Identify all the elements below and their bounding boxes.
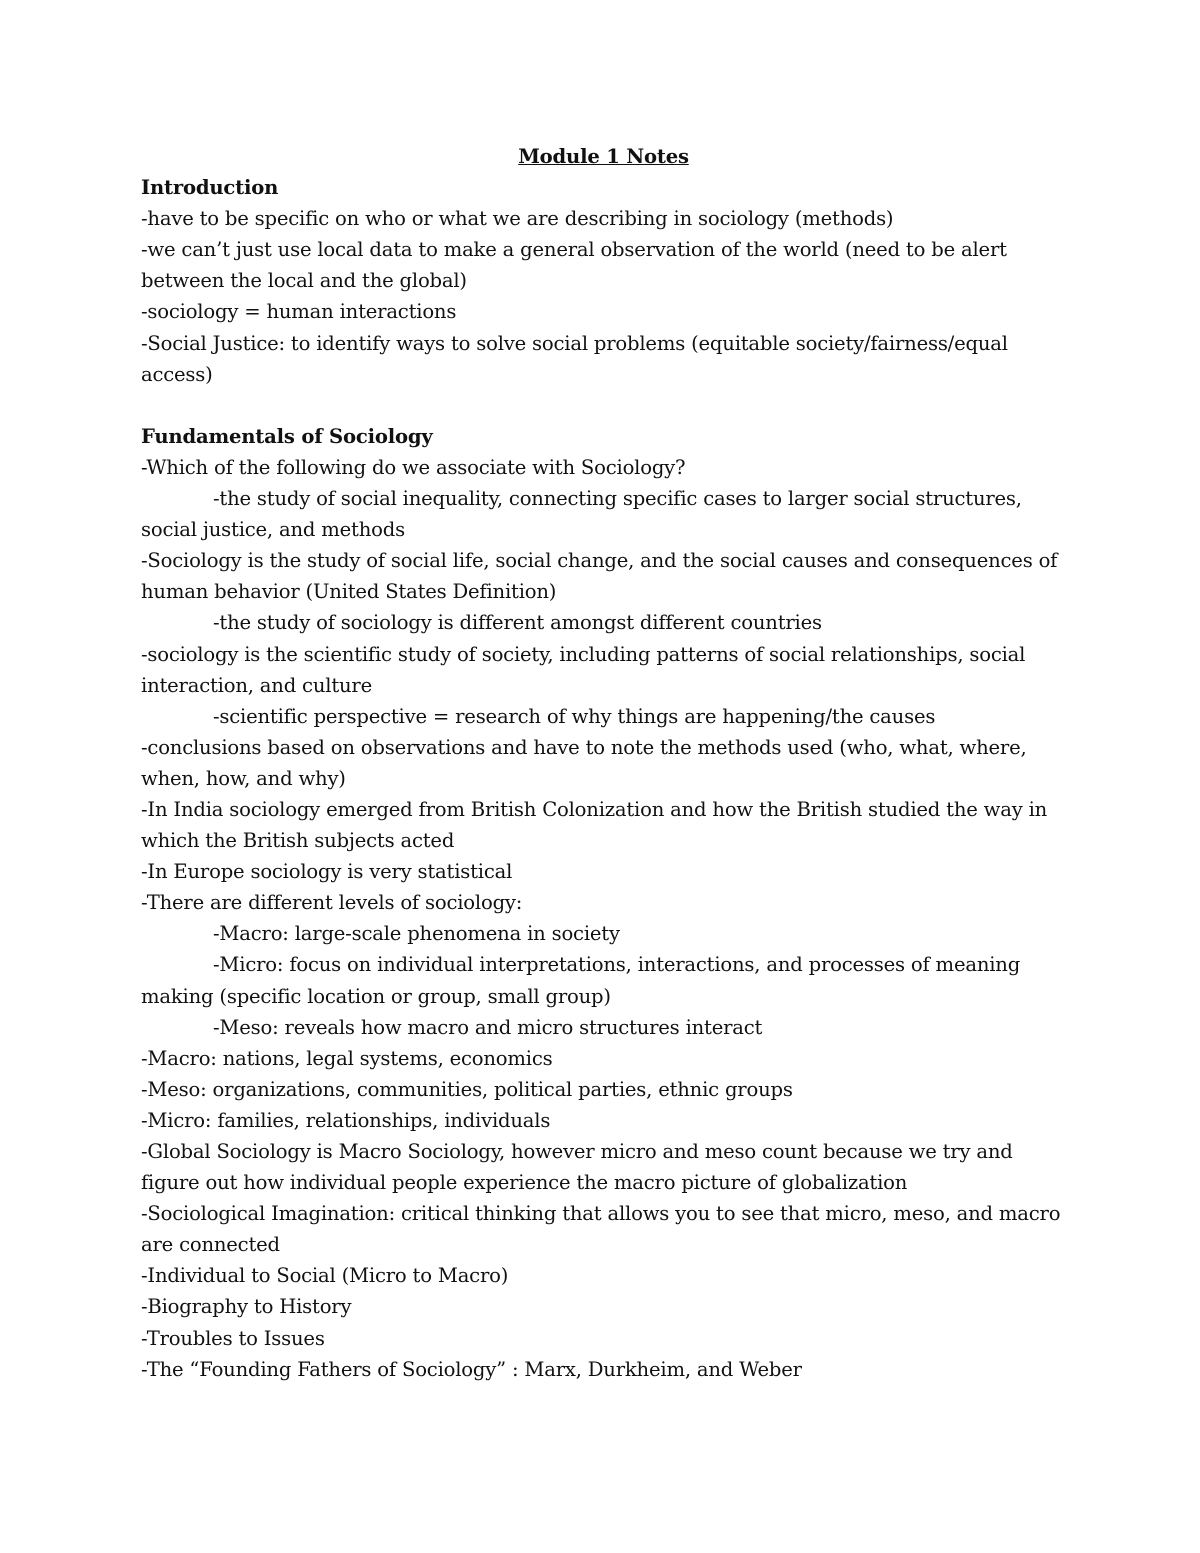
section-spacer <box>141 390 1066 421</box>
note-line: -Sociological Imagination: critical thinking that allows you to see that micro, meso, and macro are connected <box>141 1202 1061 1257</box>
note-line: -Meso: organizations, communities, political parties, ethnic groups <box>141 1077 793 1101</box>
note-line: -Individual to Social (Micro to Macro) <box>141 1264 509 1288</box>
note-line: -conclusions based on observations and have to note the methods used (who, what, where, when, how, and why) <box>141 735 1027 790</box>
note-line: -Social Justice: to identify ways to solve social problems (equitable society/fairness/equal access) <box>141 331 1008 386</box>
note-line: -Biography to History <box>141 1295 352 1319</box>
note-line: -Which of the following do we associate with Sociology? <box>141 455 686 479</box>
note-line-indented: -Macro: large-scale phenomena in society <box>213 922 620 946</box>
note-line: -Micro: families, relationships, individuals <box>141 1108 551 1132</box>
document-title: Module 1 Notes <box>518 145 689 168</box>
note-line-indented: -Meso: reveals how macro and micro structures interact <box>213 1015 763 1039</box>
section-heading: Fundamentals of Sociology <box>141 424 433 448</box>
note-line: -In Europe sociology is very statistical <box>141 860 513 884</box>
note-line-indented: -Micro: focus on individual interpretations, interactions, and processes of meaning making (specific location or group, small group) <box>141 953 1021 1008</box>
note-line-indented: -the study of sociology is different amongst different countries <box>213 611 822 635</box>
note-line: -In India sociology emerged from British Colonization and how the British studied the way in which the British subjects acted <box>141 797 1048 853</box>
document-body <box>141 172 1066 1385</box>
note-line: -we can’t just use local data to make a general observation of the world (need to be alert between the local and the global) <box>141 238 1007 293</box>
note-line: -There are different levels of sociology: <box>141 891 523 915</box>
note-line: -Sociology is the study of social life, social change, and the social causes and consequences of human behavior (United States Definition) <box>141 549 1058 604</box>
note-line-indented: -the study of social inequality, connecting specific cases to larger social structures, social justice, and methods <box>141 487 1022 542</box>
note-line-indented: -scientific perspective = research of why things are happening/the causes <box>213 704 936 728</box>
note-line: -sociology = human interactions <box>141 300 457 324</box>
document-page <box>141 141 1066 1385</box>
section-heading: Introduction <box>141 176 279 200</box>
note-line: -have to be specific on who or what we are describing in sociology (methods) <box>141 207 894 231</box>
note-line: -sociology is the scientific study of society, including patterns of social relationships, social interaction, and culture <box>141 642 1026 697</box>
note-line: -Global Sociology is Macro Sociology, however micro and meso count because we try and figure out how individual people experience the macro picture of globalization <box>141 1140 1013 1195</box>
note-line: -Macro: nations, legal systems, economics <box>141 1046 553 1070</box>
note-line: -The “Founding Fathers of Sociology” : Marx, Durkheim, and Weber <box>141 1357 802 1381</box>
note-line: -Troubles to Issues <box>141 1326 325 1350</box>
